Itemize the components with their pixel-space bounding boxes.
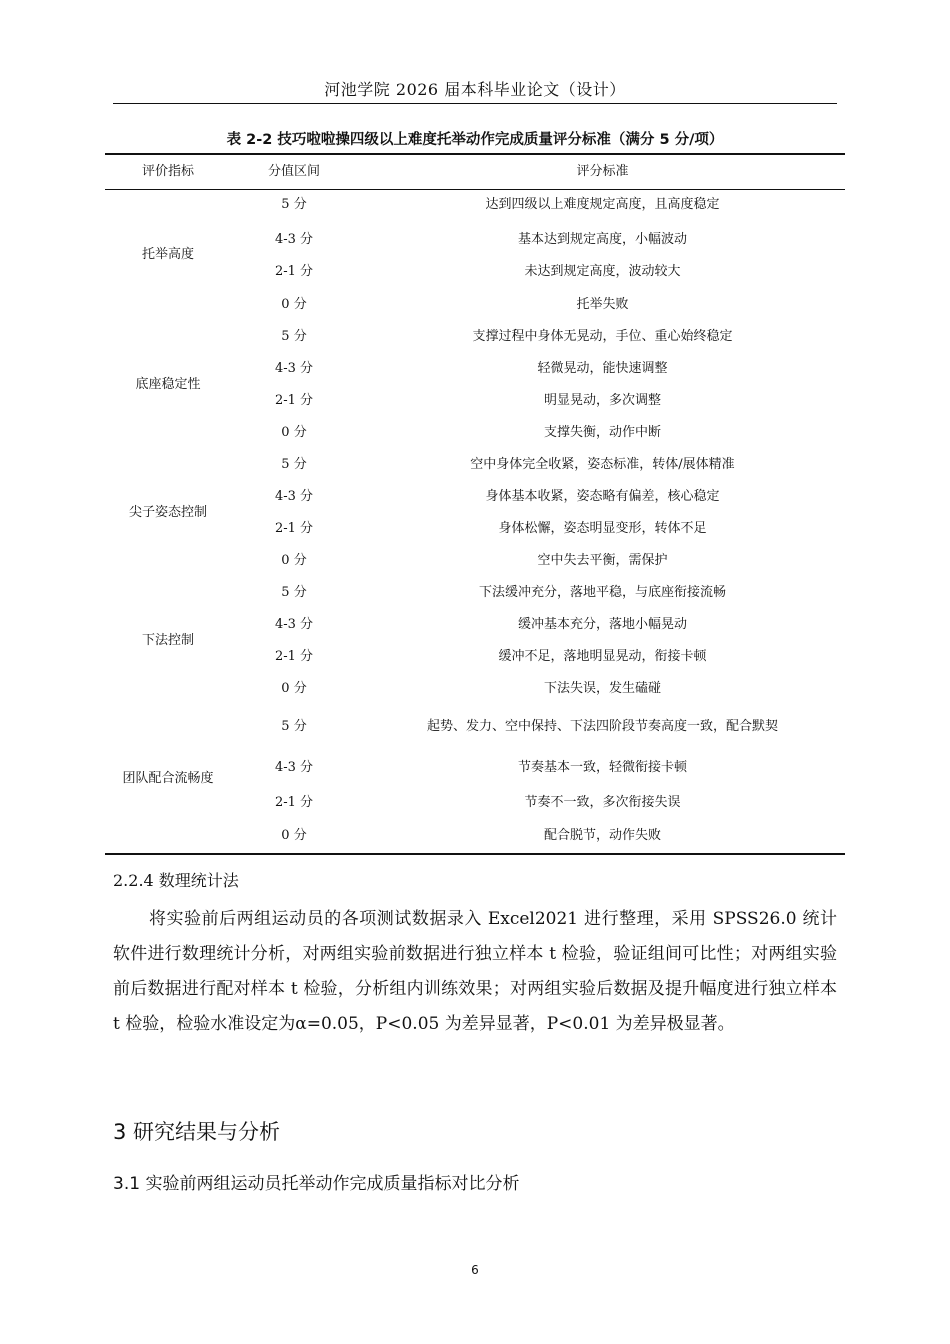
range-cell: 2-1 分 bbox=[274, 521, 314, 536]
range-cell: 5 分 bbox=[281, 329, 307, 344]
indicator-cell: 下法控制 bbox=[141, 633, 194, 648]
range-cell: 4-3 分 bbox=[274, 232, 314, 247]
range-cell: 5 分 bbox=[281, 457, 307, 472]
column-header-criterion: 评分标准 bbox=[576, 164, 629, 179]
criterion-cell: 节奏不一致，多次衔接失误 bbox=[524, 795, 681, 810]
criterion-cell: 支撑过程中身体无晃动，手位、重心始终稳定 bbox=[472, 329, 733, 344]
range-cell: 4-3 分 bbox=[274, 760, 314, 775]
page-header: 河池学院 2026 届本科毕业论文（设计） bbox=[324, 80, 626, 99]
criterion-cell: 身体基本收紧，姿态略有偏差，核心稳定 bbox=[485, 489, 720, 504]
criterion-cell: 达到四级以上难度规定高度，且高度稳定 bbox=[485, 197, 720, 212]
criterion-cell: 起势、发力、空中保持、下法四阶段节奏高度一致，配合默契 bbox=[426, 719, 778, 734]
column-header-indicator: 评价指标 bbox=[141, 164, 194, 179]
criterion-cell: 配合脱节，动作失败 bbox=[543, 828, 661, 843]
criterion-cell: 支撑失衡，动作中断 bbox=[543, 425, 661, 440]
range-cell: 2-1 分 bbox=[274, 264, 314, 279]
criterion-cell: 身体松懈，姿态明显变形，转体不足 bbox=[498, 521, 707, 536]
indicator-cell: 尖子姿态控制 bbox=[128, 505, 207, 520]
criterion-cell: 轻微晃动，能快速调整 bbox=[537, 361, 668, 376]
range-cell: 5 分 bbox=[281, 585, 307, 600]
range-cell: 5 分 bbox=[281, 197, 307, 212]
indicator-cell: 团队配合流畅度 bbox=[122, 771, 214, 786]
table-header-rule bbox=[105, 189, 845, 190]
indicator-cell: 托举高度 bbox=[141, 247, 194, 262]
criterion-cell: 空中身体完全收紧，姿态标准，转体/展体精准 bbox=[470, 457, 735, 472]
criterion-cell: 未达到规定高度，波动较大 bbox=[524, 264, 681, 279]
criterion-cell: 节奏基本一致，轻微衔接卡顿 bbox=[517, 760, 687, 775]
criterion-cell: 下法缓冲充分，落地平稳，与底座衔接流畅 bbox=[478, 585, 726, 600]
section-heading-3-1: 3.1 实验前两组运动员托举动作完成质量指标对比分析 bbox=[113, 1174, 520, 1194]
criterion-cell: 基本达到规定高度，小幅波动 bbox=[517, 232, 687, 247]
body-paragraph: 将实验前后两组运动员的各项测试数据录入 Excel2021 进行整理，采用 SPSS26.0 统计软件进行数理统计分析，对两组实验前数据进行独立样本 t 检验，验证组间可比性；对两组实验前后数据进行配对样本 t 检验，分析组内训练效果；对两组实验后数据及提升幅度进行独立样本 t 检验，检验水准设定为α=0.05，P<0.05 为差异显著，P<0.01 为差异极显著。 bbox=[113, 909, 837, 1034]
criterion-cell: 空中失去平衡，需保护 bbox=[537, 553, 668, 568]
range-cell: 0 分 bbox=[281, 828, 307, 843]
criterion-cell: 缓冲不足，落地明显晃动，衔接卡顿 bbox=[498, 649, 707, 664]
range-cell: 2-1 分 bbox=[274, 649, 314, 664]
range-cell: 4-3 分 bbox=[274, 489, 314, 504]
range-cell: 4-3 分 bbox=[274, 617, 314, 632]
table-caption: 表 2-2 技巧啦啦操四级以上难度托举动作完成质量评分标准（满分 5 分/项） bbox=[226, 132, 724, 148]
indicator-cell: 底座稳定性 bbox=[135, 377, 201, 392]
page-number: 6 bbox=[471, 1263, 479, 1277]
range-cell: 2-1 分 bbox=[274, 393, 314, 408]
range-cell: 2-1 分 bbox=[274, 795, 314, 810]
range-cell: 0 分 bbox=[281, 681, 307, 696]
column-header-range: 分值区间 bbox=[267, 164, 320, 179]
range-cell: 4-3 分 bbox=[274, 361, 314, 376]
range-cell: 0 分 bbox=[281, 297, 307, 312]
criterion-cell: 下法失误，发生磕碰 bbox=[543, 681, 661, 696]
range-cell: 0 分 bbox=[281, 553, 307, 568]
table-top-rule bbox=[105, 153, 845, 155]
criterion-cell: 明显晃动，多次调整 bbox=[543, 393, 661, 408]
range-cell: 5 分 bbox=[281, 719, 307, 734]
range-cell: 0 分 bbox=[281, 425, 307, 440]
criterion-cell: 缓冲基本充分，落地小幅晃动 bbox=[517, 617, 687, 632]
table-bottom-rule bbox=[105, 853, 845, 855]
criterion-cell: 托举失败 bbox=[576, 297, 629, 312]
section-heading-3: 3 研究结果与分析 bbox=[113, 1120, 281, 1144]
section-heading-2-2-4: 2.2.4 数理统计法 bbox=[113, 871, 239, 890]
header-rule bbox=[113, 103, 837, 104]
